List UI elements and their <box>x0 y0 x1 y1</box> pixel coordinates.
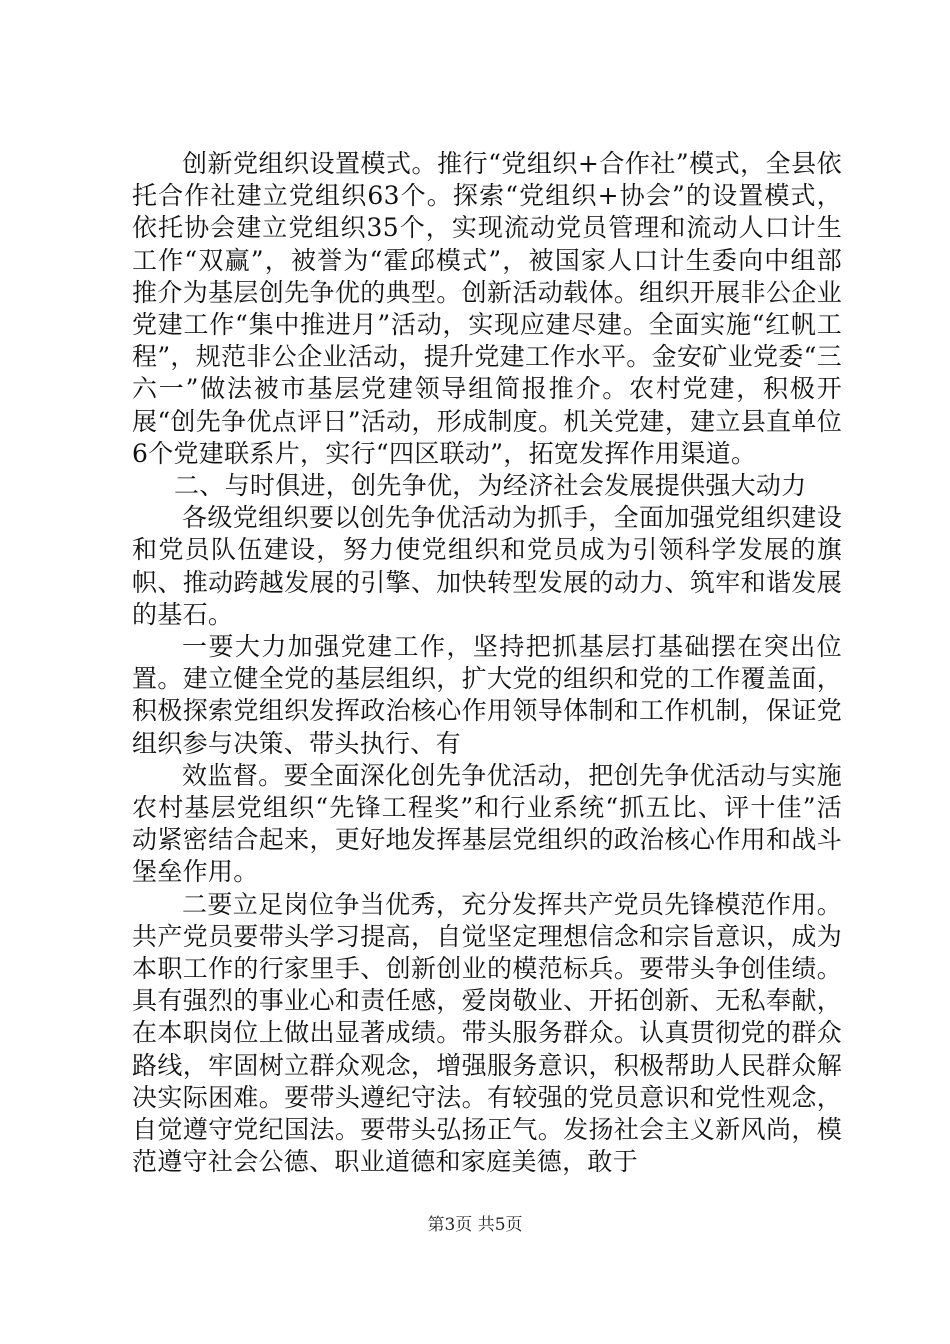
paragraph-party-members: 二要立足岗位争当优秀，充分发挥共产党员先锋模范作用。共产党员要带头学习提高，自觉坚定理想信念和宗旨意识，成为本职工作的行家里手、创新创业的模范标兵。要带头争创佳绩。具有强烈的事业心和责任感，爱岗敬业、开拓创新、无私奉献，在本职岗位上做出显著成绩。带头服务群众。认真贯彻党的群众路线，牢固树立群众观念，增强服务意识，积极帮助人民群众解决实际困难。要带头遵纪守法。有较强的党员意识和党性观念，自觉遵守党纪国法。要带头弘扬正气。发扬社会主义新风尚，模范遵守社会公德、职业道德和家庭美德，敢于 <box>132 889 842 1177</box>
paragraph-party-building: 一要大力加强党建工作，坚持把抓基层打基础摆在突出位置。建立健全党的基层组织，扩大党的组织和党的工作覆盖面，积极探索党组织发挥政治核心作用领导体制和工作机制，保证党组织参与决策、带头执行、有 <box>132 632 842 758</box>
paragraph-innovation: 创新党组织设置模式。推行“党组织+合作社”模式，全县依托合作社建立党组织63个。探索“党组织+协会”的设置模式，依托协会建立党组织35个，实现流动党员管理和流动人口计生工作“双赢”，被誉为“霍邱模式”，被国家人口计生委向中组部推介为基层创先争优的典型。创新活动载体。组织开展非公企业党建工作“集中推进月”活动，实现应建尽建。全面实施“红帆工程”，规范非公企业活动，提升党建工作水平。金安矿业党委“三六一”做法被市基层党建领导组简报推介。农村党建，积极开展“创先争优点评日”活动，形成制度。机关党建，建立县直单位6个党建联系片，实行“四区联动”，拓宽发挥作用渠道。 <box>132 149 842 468</box>
page-footer: 第3页 共5页 <box>427 1215 523 1235</box>
section-heading-2: 二、与时俱进，创先争优，为经济社会发展提供强大动力 <box>174 471 807 501</box>
paragraph-supervision: 效监督。要全面深化创先争优活动，把创先争优活动与实施农村基层党组织“先锋工程奖”和行业系统“抓五比、评十佳”活动紧密结合起来，更好地发挥基层党组织的政治核心作用和战斗堡垒作用。 <box>132 760 842 887</box>
paragraph-party-organizations: 各级党组织要以创先争优活动为抓手，全面加强党组织建设和党员队伍建设，努力使党组织和党员成为引领科学发展的旗帜、推动跨越发展的引擎、加快转型发展的动力、筑牢和谐发展的基石。 <box>132 503 842 629</box>
document-body <box>132 148 842 1179</box>
